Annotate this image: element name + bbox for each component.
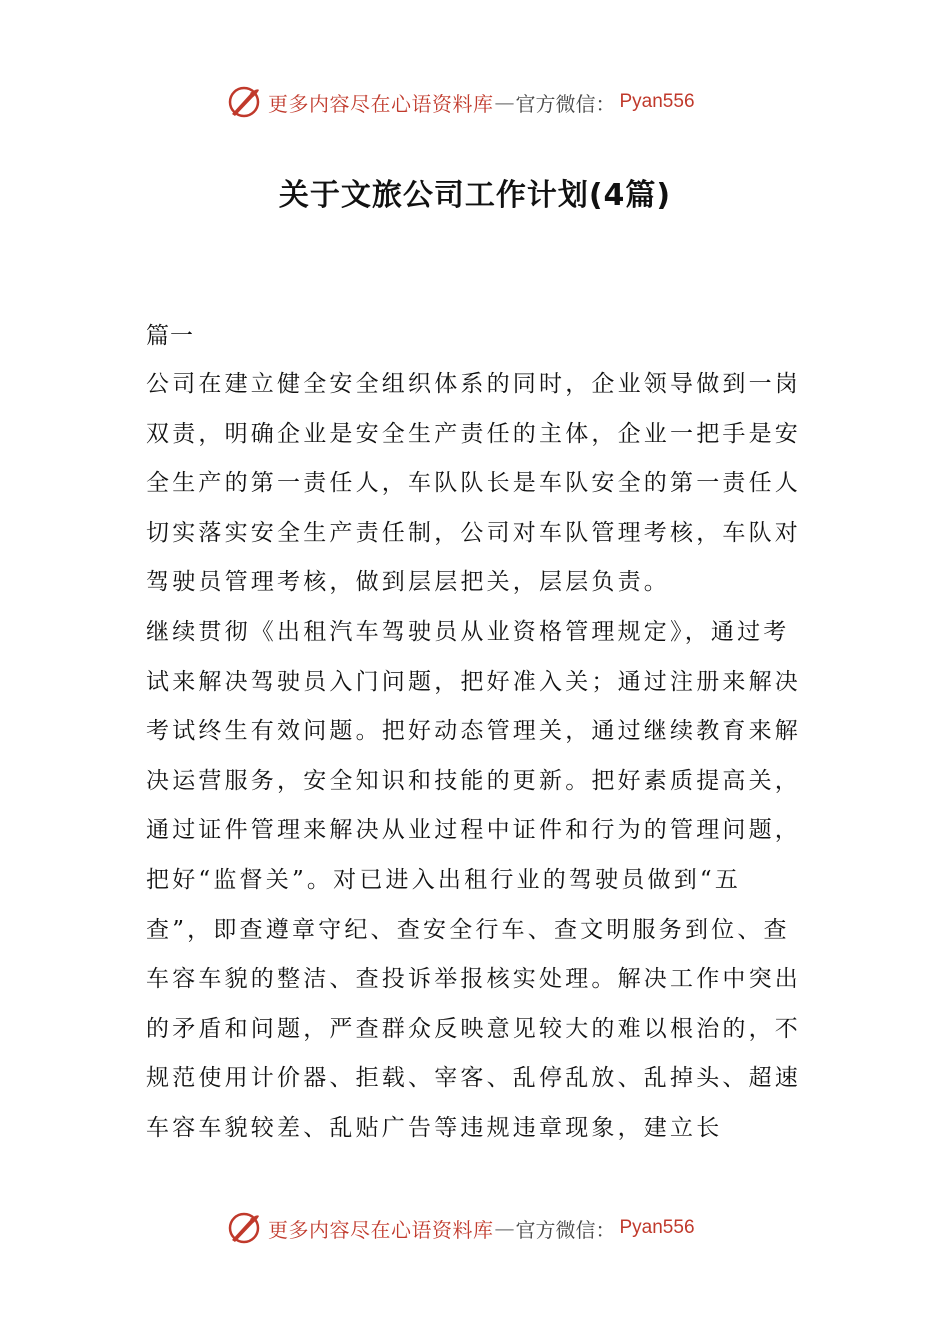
banner-wechat-id: Pyan556 <box>619 91 695 112</box>
paragraph-line: 双责，明确企业是安全生产责任的主体，企业一把手是安 <box>146 420 801 447</box>
document-title: 关于文旅公司工作计划(4篇) <box>278 178 672 213</box>
paragraph-line: 规范使用计价器、拒载、宰客、乱停乱放、乱掉头、超速 <box>146 1065 801 1092</box>
banner-wechat-id: Pyan556 <box>619 1217 695 1238</box>
paragraph-line: 公司在建立健全安全组织体系的同时，企业领导做到一岗 <box>146 371 801 397</box>
paragraph-line: 考试终生有效问题。把好动态管理关，通过继续教育来解 <box>146 718 801 745</box>
banner-wechat-label: 官方微信： <box>515 91 616 116</box>
paragraph-line: 车容车貌的整洁、查投诉举报核实处理。解决工作中突出 <box>146 966 801 993</box>
paragraph-line: 的矛盾和问题，严查群众反映意见较大的难以根治的，不 <box>146 1015 801 1042</box>
section-heading: 篇一 <box>146 323 194 349</box>
banner-slogan: 更多内容尽在心语资料库 <box>268 91 494 116</box>
footer-banner <box>226 1208 726 1248</box>
quill-logo-icon <box>226 84 262 120</box>
paragraph-line: 驾驶员管理考核，做到层层把关，层层负责。 <box>146 569 670 596</box>
paragraph-line: 继续贯彻《出租汽车驾驶员从业资格管理规定》，通过考 <box>146 618 790 645</box>
quill-logo-icon <box>226 1210 262 1246</box>
paragraph-line: 通过证件管理来解决从业过程中证件和行为的管理问题， <box>146 817 801 844</box>
paragraph-line: 车容车貌较差、乱贴广告等违规违章现象，建立长 <box>146 1114 723 1141</box>
document-body <box>146 312 806 1154</box>
paragraph-line: 全生产的第一责任人，车队队长是车队安全的第一责任人 <box>146 470 801 497</box>
paragraph-line: 把好“监督关”。对已进入出租行业的驾驶员做到“五 <box>146 866 742 893</box>
paragraph-line: 试来解决驾驶员入门问题，把好准入关；通过注册来解决 <box>146 668 801 695</box>
banner-dash: — <box>494 1216 515 1240</box>
header-banner <box>226 82 726 122</box>
banner-slogan: 更多内容尽在心语资料库 <box>268 1217 494 1242</box>
banner-wechat-label: 官方微信： <box>515 1217 616 1242</box>
banner-dash: — <box>494 90 515 114</box>
paragraph-line: 查”，即查遵章守纪、查安全行车、查文明服务到位、查 <box>146 916 790 943</box>
paragraph-line: 决运营服务，安全知识和技能的更新。把好素质提高关， <box>146 767 801 794</box>
paragraph-line: 切实落实安全生产责任制，公司对车队管理考核，车队对 <box>146 519 801 546</box>
